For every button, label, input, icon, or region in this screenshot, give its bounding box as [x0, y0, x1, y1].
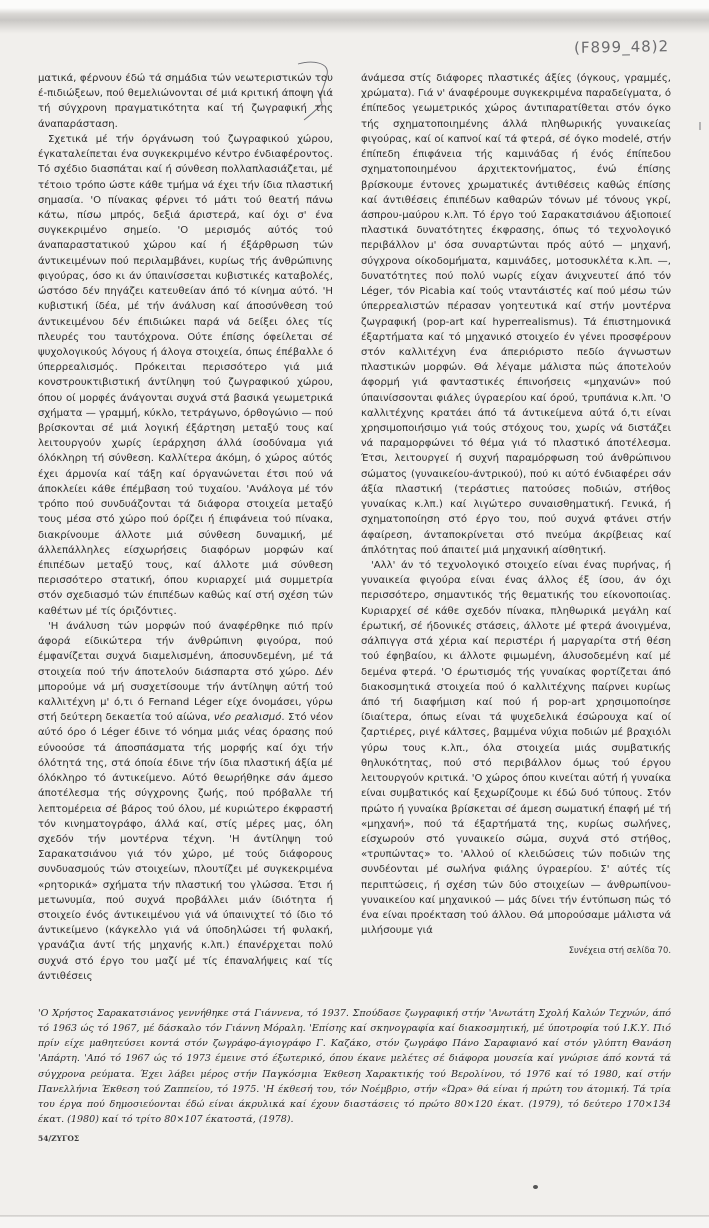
article-left-column	[38, 71, 333, 984]
right-paragraph-2: 'Αλλ' άν τό τεχνολογικό στοιχείο είναι ένας πυρήνας, ή γυναικεία φιγούρα είναι ένας άλλος έξ ίσου, άν όχι περισσότερο, σημαντικός τής θεματικής του είκονοποιίας. Κυριαρχεί σέ κάθε σχεδόν πίνακα, πληθωρικά μεγάλη καί έρωτική, σέ ήδονικές στάσεις, άλλοτε μέ φτερά άνοιγμένα, σάλπιγγα στά χέρια καί περιστέρι ή μαργαρίτα στή θέση τού έφηβαίου, κι άλλοτε φιμωμένη, άλυσοδεμένη καί μέ δεμένα φτερά. 'Ο έρωτισμός τής γυναίκας φορτίζεται άπό διακοσμητικά στοιχεία πού ό καλλιτέχνης παίρνει κυρίως άπό τή διαφήμιση καί πού ή pop-art χρησιμοποίησε ίδιαίτερα, όπως είναι τά ψυχεδελικά έσώρουχα καί οί ζαρτιέρες, ριγέ κάλτσες, βαμμένα νύχια ποδιών μέ βραχιόλι γύρω τους κ.λπ., όλα στοιχεία μιάς συμβατικής θηλυκότητας, πού στό περιβάλλον όμως τού έργου λειτουργούν κριτικά. 'Ο χώρος όπου κινείται αύτή ή γυναίκα είναι συμβατικός καί ξεχωρίζουμε κι έδώ δυό τύπους. Στόν πρώτο ή γυναίκα βρίσκεται σέ άμεση σωματική έπαφή μέ τή «μηχανή», πού τά έξαρτήματά της, κυρίως σωλήνες, είσχωρούν στό γυναικείο σώμα, συχνά στό στήθος, «τρυπώντας» το. 'Αλλού οί κλειδώσεις τών ποδιών της συνδέονται μέ σωλήνα φιάλης ύγραερίου. Σ' αύτές τίς περιπτώσεις, ή σχέση τών δύο στοιχείων — άνθρωπίνου-γυναικείου καί μηχανικού — μάς δίνει τήν έντύπωση πώς τό ένα είναι προέκταση τού άλλου. Θά μπορούσαμε μάλιστα νά μιλήσουμε γιά	[361, 560, 671, 937]
left-paragraph-3-text-after: . Στό νέον αύτό όρο ό Léger έδινε τό νόημα μιάς νέας όρασης πού εύνοούσε τά άποσπάσματα τής μορφής καί όχι τήν όλότητά της, στά όποία έδινε τήν ίδια πλαστική άξία μέ όλόκληρο τό άντικείμενο. Αύτό θεωρήθηκε σάν άμεσο άποτέλεσμα τής σύγχρονης ζωής, πού πρόβαλλε τή λεπτομέρεια σέ βάρος τού όλου, μέ κυριώτερο έκφραστή τόν κινηματογράφο, άλλά καί, στίς μέρες μας, όλη σχεδόν τήν μοντέρνα τέχνη. 'Η άντίληψη τού Σαρακατσιάνου γιά τόν χώρο, μέ τούς διάφορους συνδυασμούς τών στοιχείων, πλουτίζει μέ συγκεκριμένα «ρητορικά» σχήματα τήν πλαστική του γλώσσα. Έτσι ή μετωνυμία, πού συχνά προβάλλει μιάν ίδιότητα ή στοιχείο ένός άντικειμένου γιά νά ύπαινιχτεί τό ίδιο τό άντικείμενο (κάγκελλο γιά νά ύποδηλώσει τή φυλακή, γρανάζια άντί τής μηχανής κ.λπ.) έπανέρχεται πολύ συχνά στό έργο του μαζί μέ τίς έπαναλήψεις καί τίς άντιθέσεις	[38, 712, 333, 982]
left-paragraph-1: ματικά, φέρνουν έδώ τά σημάδια τών νεωτεριστικών του έ-πιδιώξεων, πού θεμελιώνονται σέ μιά κριτική άποψη γιά τή σύγχρονη πραγματικότητα καί τή ζωγραφική της άναπαράσταση.	[38, 73, 333, 130]
left-paragraph-3-text-before: 'Η άνάλυση τών μορφών πού άναφέρθηκε πιό πρίν άφορά είδικώτερα τήν άνθρώπινη φιγούρα, πού έμφανίζεται συχνά διαμελισμένη, άποσυνδεμένη, μέ τά στοιχεία πού τήν άποτελούν διάσπαρτα στό χώρο. Δέν μπορούμε νά μή συσχετίσουμε τήν άντίληψη αύτή τού καλλιτέχνη μ' ό,τι ό Fernand Léger είχε όνομάσει, γύρω στή δεύτερη δεκαετία τού αίώνα,	[38, 620, 333, 724]
header-row	[0, 34, 709, 71]
scan-top-shadow	[0, 0, 709, 34]
artist-bio-note: 'Ο Χρήστος Σαρακατσιάνος γεννήθηκε στά Γιάννενα, τό 1937. Σπούδασε ζωγραφική στήν 'Ανωτάτη Σχολή Καλών Τεχνών, άπό τό 1963 ώς τό 1967, μέ δάσκαλο τόν Γιάννη Μόραλη. 'Επίσης καί σκηνογραφία καί διακοσμητική, μέ ύποτροφία τού Ι.Κ.Υ. Πιό πρίν είχε μαθητεύσει κοντά στόν ζωγράφο-άγιογράφο Γ. Καζάκο, στόν ζωγράφο Πάνο Σαραφιανό καί στόν γλύπτη Θανάση 'Απάρτη. 'Από τό 1967 ώς τό 1973 έμεινε στό έξωτερικό, όπου έκανε μελέτες σέ διάφορα μουσεία καί γνώρισε άπό κοντά τά σύγχρονα ρεύματα. Έχει λάβει μέρος στήν Παγκόσμια Έκθεση Χαρακτικής τού Βερολίνου, τό 1976 καί τό 1980, καί στήν Πανελλήνια Έκθεση τού Ζαππείου, τό 1975. 'Η έκθεσή του, τόν Νοέμβριο, στήν «Ώρα» θά είναι ή πρώτη του άτομική. Τά τρία του έργα πού δημοσιεύονται έδώ είναι άκρυλικά καί έχουν διαστάσεις τό πρώτο 80×120 έκατ. (1979), τό δεύτερο 170×134 έκατ. (1980) καί τό τρίτο 80×107 έκατοστά, (1978).	[38, 1008, 671, 1125]
scan-speck	[533, 1185, 538, 1189]
right-paragraph-1: άνάμεσα στίς διάφορες πλαστικές άξίες (όγκους, γραμμές, χρώματα). Γιά ν' άναφέρουμε συγκεκριμένα παραδείγματα, ό έπίπεδος γεωμετρικός χώρος άντιπαρατίθεται στόν όγκο τής σχηματοποιημένης άλλά πληθωρικής γυναικείας φιγούρας, καί οί καπνοί καί τά φτερά, σέ όγκο modelé, στήν έπίπεδη έπιφάνεια τής καμινάδας ή ένός έπίπεδου σχηματοποιημένου άρχιτεκτονήματος, ένώ έπίσης βρίσκουμε έντονες χρωματικές άντιθέσεις καθώς έπίσης καί άντιθέσεις έπιπέδων καθαρών τόνων μέ τόνους γκρί, άσπρου-μαύρου κ.λπ. Τό έργο τού Σαρακατσιάνου άξιοποιεί πλαστικά δυνατότητες έκφρασης, όπως τό τεχνολογικό περιβάλλον μ' όσα συναρτώνται πρός αύτό — μηχανή, σύγχρονα οίκοδομήματα, καμινάδες, μοτοσυκλέτα κ.λπ. —, δυνατότητες πού πολύ νωρίς είχαν άνιχνευτεί άπό τόν Léger, τόν Picabia καί τούς νταντάιστές καί πού μέσω τών ύπερρεαλιστών πέρασαν γοητευτικά καί στήν μοντέρνα ζωγραφική (pop-art καί hyperrealismus). Τά έπιστημονικά έξαρτήματα καί τό μηχανικό στοιχείο έν γένει προσφέρουν στόν καλλιτέχνη ένα άπεριόριστο πεδίο άγνωστων πλαστικών μορφών. Θά λέγαμε μάλιστα πώς άποτελούν άφορμή γιά φανταστικές έπινοήσεις «μηχανών» πού ύπαινίσσονται φιάλες ύγραερίου καί όρού, τρυπάνια κ.λπ. 'Ο καλλιτέχνης κρατάει άπό τά άντικείμενα αύτά ό,τι είναι χρησιμοποιήσιμο γιά τούς στόχους του, χωρίς νά διστάζει νά παραμορφώνει τό θέμα γιά τό πλαστικό άποτέλεσμα. Έτσι, λειτουργεί ή συχνή παραμόρφωση τού άνθρώπινου σώματος (γυναικείου-άντρικού), πού κι αύτό ένδιαφέρει σάν άξία πλαστική (τεράστιες πατούσες ποδιών, στήθος γυναίκας κ.λπ.) καί λιγώτερο συναισθηματική. Γενικά, ή σχηματοποίηση στό έργο του, πού συχνά φτάνει στήν άφαίρεση, άνταποκρίνεται στό πνεύμα άκρίβειας καί άπλότητας πού άπαιτεί μιά μηχανική αίσθητική.	[361, 73, 671, 556]
page-content	[0, 71, 709, 1145]
article-right-column	[361, 71, 671, 956]
left-paragraph-3	[38, 619, 333, 984]
article-columns	[38, 71, 671, 984]
page-footer-label: 54/ΖΥΓΟΣ	[38, 1133, 80, 1143]
emphasis-neo-realismo: νέο ρεαλισμό	[213, 712, 282, 724]
continued-on-page-note: Συνέχεια στή σελίδα 70.	[568, 945, 671, 956]
left-paragraph-2: Σχετικά μέ τήν όργάνωση τού ζωγραφικού χώρου, έγκαταλείπεται ένα συγκεκριμένο κέντρο ένδιαφέροντος. Τό σχέδιο διασπάται καί ή σύνθεση πολλαπλασιάζεται, μέ τέτοιο τρόπο ώστε κάθε τμήμα νά έχει τήν ίδια πλαστική σημασία. 'Ο πίνακας φέρνει τό μάτι τού θεατή πάνω κάτω, πίσω μπρός, δεξιά άριστερά, καί όχι σ' ένα συγκεκριμένο σημείο. 'Ο μερισμός αύτός τού άναπαραστατικού χώρου καί ή έξάρθρωση τών άντικειμένων πού περιλαμβάνει, κυρίως τής άνθρώπινης φιγούρας, όσο κι άν ύπαινίσσεται κυβιστικές καταβολές, ώστόσο δέν πηγάζει κατευθείαν άπό τό κίνημα αύτό. 'Η κυβιστική ίδέα, μέ τήν άνάλυση καί άποσύνθεση τού άντικειμένου δέν έπιδιώκει παρά νά δείξει όλες τίς πλευρές του ταυτόχρονα. Ούτε έπίσης όφείλεται σέ ψυχολογικούς λόγους ή άλογα στοιχεία, όπως έπέβαλλε ό ύπερρεαλισμός. Πρόκειται περισσότερο γιά μιά κονστρουκτιβιστική άντίληψη τού ζωγραφικού χώρου, όπου οί μορφές άνάγονται συχνά στά βασικά γεωμετρικά σχήματα — γραμμή, κύκλο, τετράγωνο, όρθογώνιο — πού βρίσκονται σέ μιά λογική έξάρτηση μεταξύ τους καί λειτουργούν χωρίς ίεράρχηση άλλά ίσοδύναμα γιά όλόκληρη τή σύνθεση. Καλλίτερα άκόμη, ό χώρος αύτός έχει άρμονία καί τάξη καί όργανώνεται έτσι πού νά άποκλείει κάθε έπέμβαση τού τυχαίου. 'Ανάλογα μέ τόν τρόπο πού συνδυάζονται τά διάφορα στοιχεία μεταξύ τους μέσα στό χώρο πού όρίζει ή έπιφάνεια τού πίνακα, διακρίνουμε άλλοτε μιά σύνθεση δυναμική, μέ άλλεπάλληλες είσχωρήσεις διαφόρων μορφών καί έπιπέδων μεταξύ τους, καί άλλοτε μιά σύνθεση περισσότερο στατική, όπου κυριαρχεί μιά συμμετρία στόν σχεδιασμό τών έπιπέδων καθώς καί στή σχέση τών καθέτων μέ τίς όριζόντιες.	[38, 133, 333, 617]
scan-bottom-margin	[0, 1217, 709, 1228]
handwritten-reference-label: (F899_48)2	[573, 37, 670, 57]
scan-bottom-area	[0, 1145, 709, 1215]
